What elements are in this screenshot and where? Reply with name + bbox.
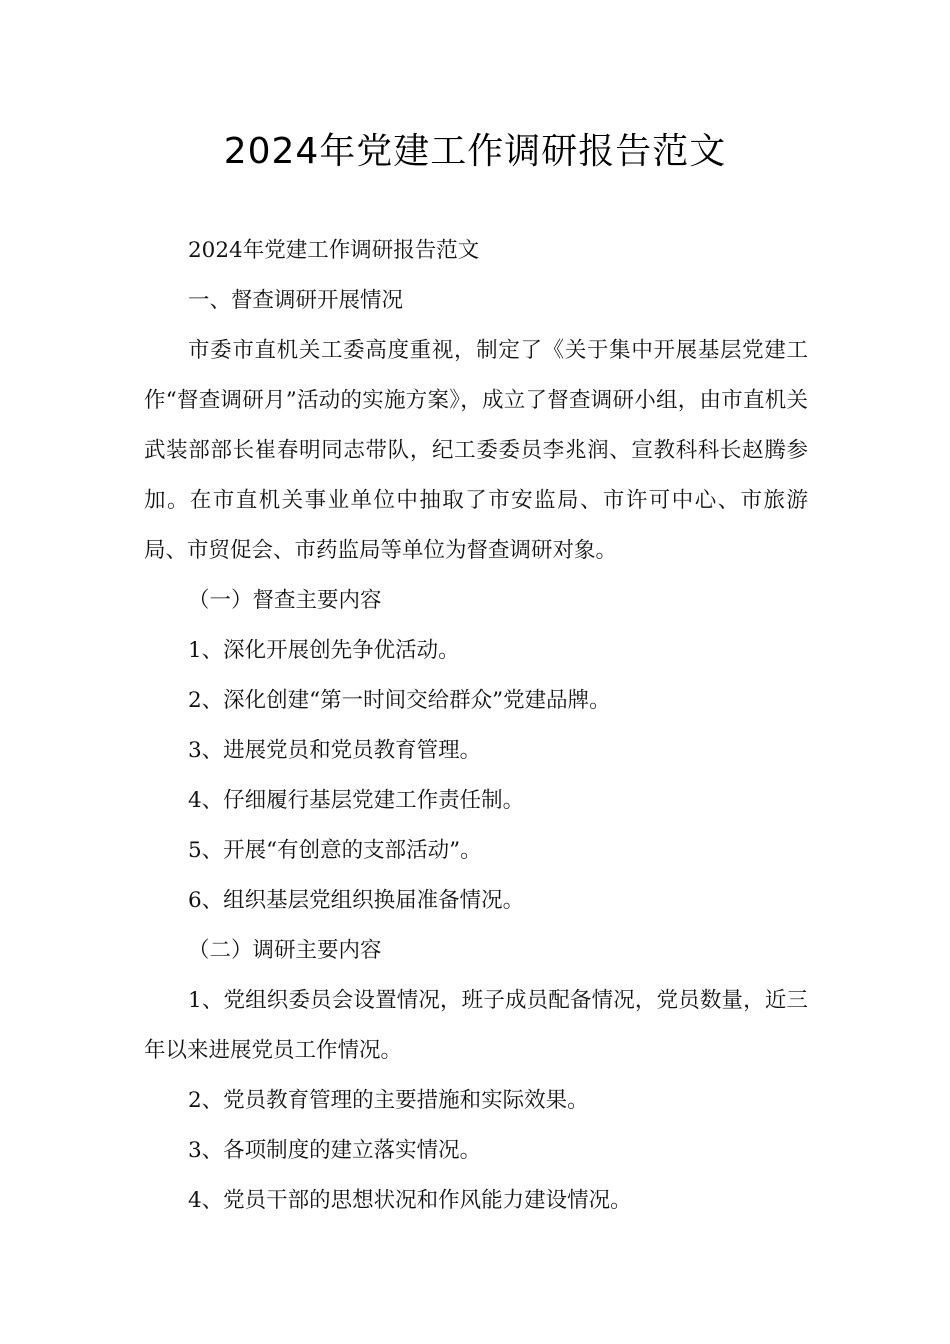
heading-section-1: 一、督查调研开展情况: [188, 288, 404, 313]
heading-inspection-content: （一）督查主要内容: [188, 588, 382, 613]
list-item-research-3: 3、各项制度的建立落实情况。: [188, 1138, 482, 1163]
paragraph-overview: 市委市直机关工委高度重视，制定了《关于集中开展基层党建工作“督查调研月”活动的实施方案》，成立了督查调研小组，由市直机关武装部部长崔春明同志带队，纪工委委员李兆润、宣教科科长赵腾参加。在市直机关事业单位中抽取了市安监局、市许可中心、市旅游局、市贸促会、市药监局等单位为督查调研对象。: [144, 338, 808, 563]
list-item-inspection-1: 1、深化开展创先争优活动。: [188, 638, 460, 663]
heading-research-content: （二）调研主要内容: [188, 938, 382, 963]
list-item-inspection-4: 4、仔细履行基层党建工作责任制。: [188, 788, 525, 813]
document-body: [144, 226, 808, 1226]
list-item-research-2: 2、党员教育管理的主要措施和实际效果。: [188, 1088, 589, 1113]
list-item-inspection-5: 5、开展“有创意的支部活动”。: [188, 838, 482, 863]
list-item-research-1: 1、党组织委员会设置情况，班子成员配备情况，党员数量，近三年以来进展党员工作情况。: [144, 988, 808, 1063]
list-item-research-4: 4、党员干部的思想状况和作风能力建设情况。: [188, 1188, 632, 1213]
document-title: 2024年党建工作调研报告范文: [223, 131, 727, 172]
list-item-inspection-6: 6、组织基层党组织换届准备情况。: [188, 888, 525, 913]
paragraph-subtitle: 2024年党建工作调研报告范文: [188, 238, 480, 263]
list-item-inspection-3: 3、进展党员和党员教育管理。: [188, 738, 482, 763]
list-item-inspection-2: 2、深化创建“第一时间交给群众”党建品牌。: [188, 688, 611, 713]
